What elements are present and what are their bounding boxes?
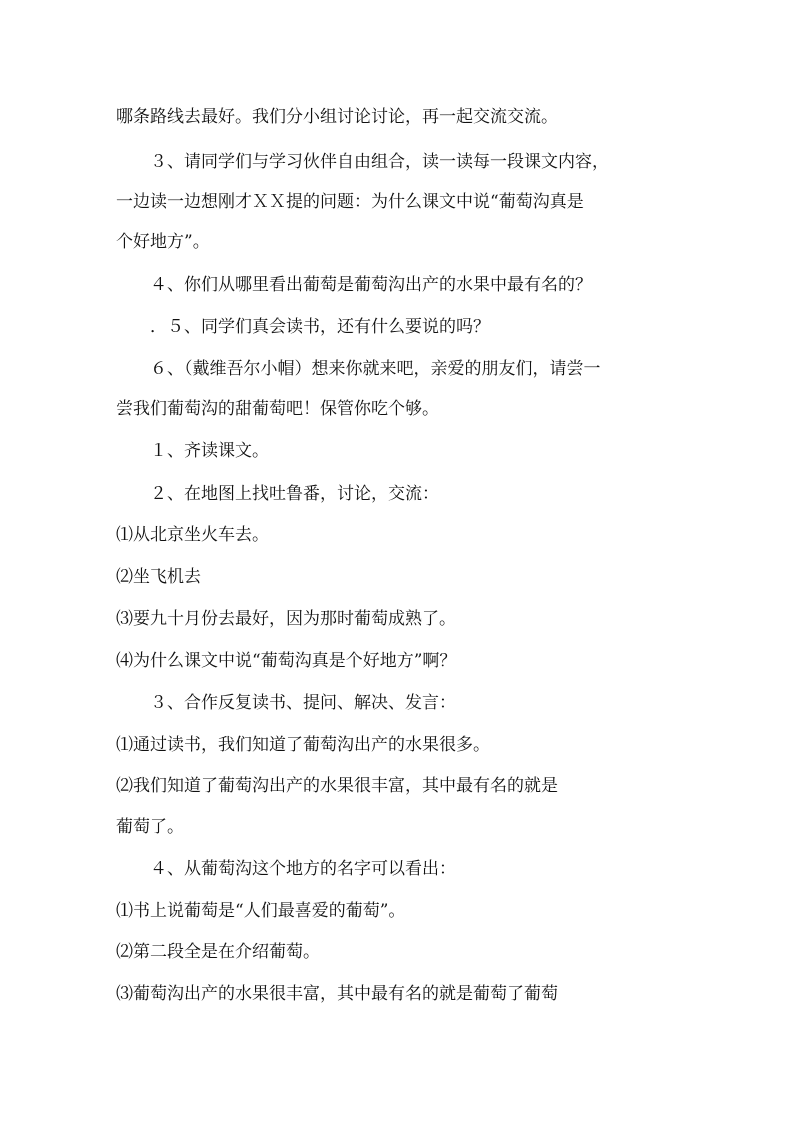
text-line: １、齐读课文。 — [150, 441, 269, 461]
text-line: ⑴书上说葡萄是“人们最喜爱的葡萄”。 — [116, 901, 406, 921]
text-line: ⑶葡萄沟出产的水果很丰富，其中最有名的就是葡萄了葡萄 — [116, 984, 558, 1004]
text-line: ２、在地图上找吐鲁番，讨论，交流： — [150, 484, 439, 504]
text-line: 一边读一边想刚才ＸＸ提的问题：为什么课文中说“葡萄沟真是 — [116, 192, 584, 212]
text-line: ⑵第二段全是在介绍葡萄。 — [116, 942, 320, 962]
text-line: 个好地方”。 — [116, 232, 210, 252]
text-line: ⑵我们知道了葡萄沟出产的水果很丰富，其中最有名的就是 — [116, 776, 558, 796]
text-line: 尝我们葡萄沟的甜葡萄吧！保管你吃个够。 — [116, 399, 439, 419]
text-line: ４、从葡萄沟这个地方的名字可以看出： — [150, 859, 456, 879]
text-line: ３、合作反复读书、提问、解决、发言： — [150, 693, 456, 713]
text-line: 葡萄了。 — [116, 817, 184, 837]
text-line: ⑵坐飞机去 — [116, 567, 201, 587]
text-line: ６、（戴维吾尔小帽）想来你就来吧，亲爱的朋友们，请尝一 — [150, 359, 601, 379]
text-line: ⑷为什么课文中说“葡萄沟真是个好地方”啊？ — [116, 651, 457, 671]
text-line: ⑴从北京坐火车去。 — [116, 525, 269, 545]
text-line: ⑶要九十月份去最好，因为那时葡萄成熟了。 — [116, 609, 456, 629]
text-line: ３、请同学们与学习伙伴自由组合，读一读每一段课文内容， — [150, 152, 609, 172]
text-line: ．５、同学们真会读书，还有什么要说的吗？ — [150, 317, 490, 337]
text-line: 哪条路线去最好。我们分小组讨论讨论，再一起交流交流。 — [116, 107, 558, 127]
text-line: ４、你们从哪里看出葡萄是葡萄沟出产的水果中最有名的？ — [150, 275, 592, 295]
text-line: ⑴通过读书，我们知道了葡萄沟出产的水果很多。 — [116, 735, 490, 755]
